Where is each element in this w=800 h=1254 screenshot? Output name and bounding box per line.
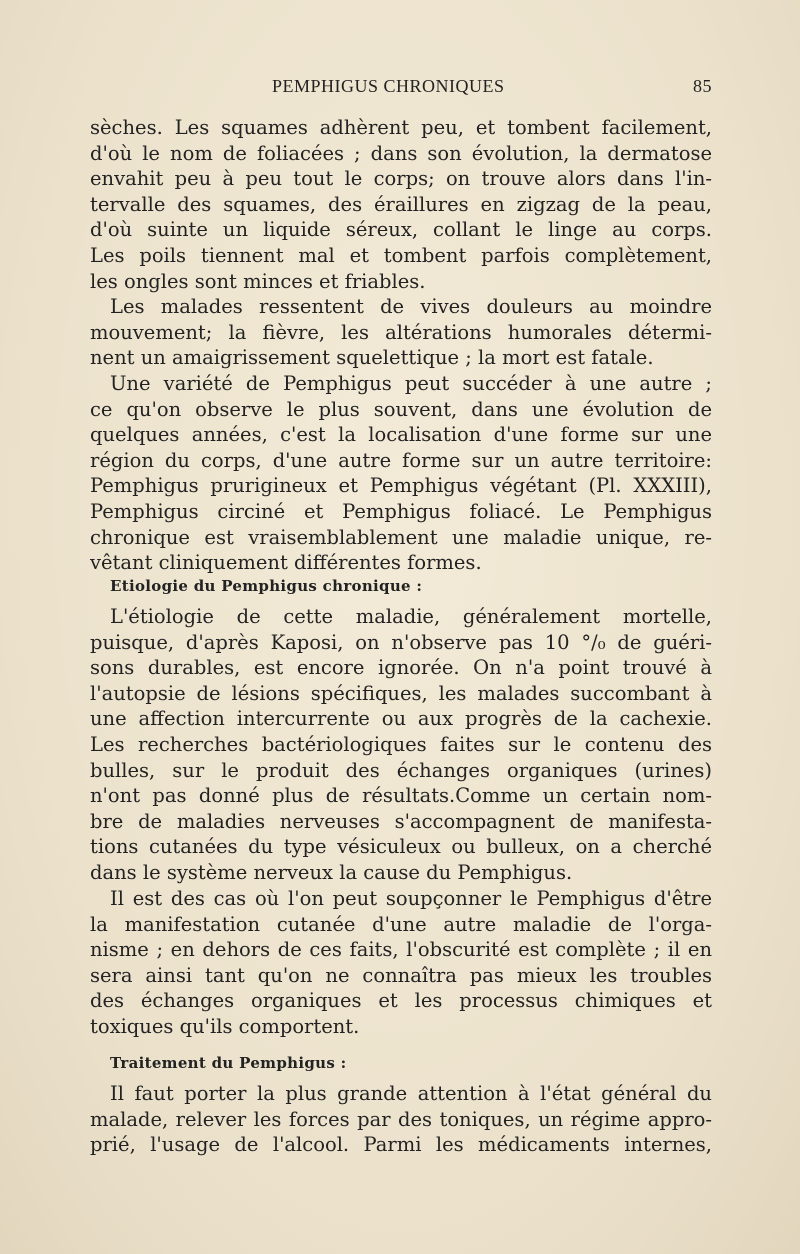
paragraph-cas — [90, 886, 712, 1040]
text-line: des échanges organiques et les processus chimiques et — [90, 989, 712, 1013]
text-line: Il faut porter la plus grande attention à l'état général du — [110, 1082, 712, 1105]
text-line: Les recherches bactériologiques faites sur le contenu des — [90, 732, 712, 756]
paragraph-etiologie — [90, 604, 712, 886]
text-line: Une variété de Pemphigus peut succéder à une autre ; — [110, 372, 712, 395]
section-heading-etiologie: Etiologie du Pemphigus chronique : — [110, 577, 423, 595]
text-line: sons durables, est encore ignorée. On n'a point trouvé à — [90, 656, 712, 680]
text-line: d'où le nom de foliacées ; dans son évolution, la dermatose — [90, 141, 712, 165]
text-line: d'où suinte un liquide séreux, collant le linge au corps. — [90, 218, 712, 242]
text-line: nisme ; en dehors de ces faits, l'obscurité est complète ; il en — [90, 938, 712, 962]
text-line: Les poils tiennent mal et tombent parfois complètement, — [90, 243, 712, 267]
text-line: les ongles sont minces et friables. — [90, 269, 426, 293]
text-line: bre de maladies nerveuses s'accompagnent de manifesta- — [90, 809, 712, 833]
text-line: Pemphigus prurigineux et Pemphigus végétant (Pl. XXXIII), — [90, 474, 712, 498]
text-line: Les malades ressentent de vives douleurs au moindre — [110, 295, 712, 318]
running-title: PEMPHIGUS CHRONIQUES — [272, 76, 505, 96]
paragraph-douleurs — [90, 294, 712, 371]
text-line: une affection intercurrente ou aux progrès de la cachexie. — [90, 707, 712, 731]
text-line: envahit peu à peu tout le corps; on trouve alors dans l'in- — [90, 167, 712, 191]
text-line: chronique est vraisemblablement une maladie unique, re- — [90, 525, 712, 549]
text-line: n'ont pas donné plus de résultats.Comme un certain nom- — [90, 784, 712, 808]
paragraph-traitement — [90, 1081, 712, 1158]
text-line: malade, relever les forces par des toniques, un régime appro- — [90, 1107, 712, 1131]
text-line: l'autopsie de lésions spécifiques, les malades succombant à — [90, 681, 712, 705]
text-line: puisque, d'après Kaposi, on n'observe pas 10 °/₀ de guéri- — [90, 630, 712, 654]
text-line: bulles, sur le produit des échanges organiques (urines) — [90, 758, 712, 782]
text-line: dans le système nerveux la cause du Pemphigus. — [90, 860, 573, 884]
text-line: Il est des cas où l'on peut soupçonner le Pemphigus d'être — [110, 887, 712, 910]
text-line: Pemphigus circiné et Pemphigus foliacé. Le Pemphigus — [90, 499, 712, 523]
text-line: région du corps, d'une autre forme sur un autre territoire: — [90, 448, 712, 472]
text-line: tervalle des squames, des éraillures en zigzag de la peau, — [90, 192, 712, 216]
text-line: prié, l'usage de l'alcool. Parmi les médicaments internes, — [90, 1133, 712, 1157]
section-heading-traitement: Traitement du Pemphigus : — [110, 1054, 347, 1072]
text-line: mouvement; la fièvre, les altérations humorales détermi- — [90, 320, 712, 344]
text-line: toxiques qu'ils comportent. — [90, 1014, 360, 1038]
page-number: 85 — [693, 76, 712, 96]
text-line: sèches. Les squames adhèrent peu, et tombent facilement, — [90, 116, 712, 139]
text-line: nent un amaigrissement squelettique ; la mort est fatale. — [90, 346, 654, 370]
text-line: ce qu'on observe le plus souvent, dans une évolution de — [90, 397, 712, 421]
paragraph-variete — [90, 371, 712, 576]
text-line: quelques années, c'est la localisation d'une forme sur une — [90, 423, 712, 447]
text-line: tions cutanées du type vésiculeux ou bulleux, on a cherché — [90, 835, 712, 859]
text-line: la manifestation cutanée d'une autre maladie de l'orga- — [90, 912, 712, 936]
text-line: sera ainsi tant qu'on ne connaîtra pas mieux les troubles — [90, 963, 712, 987]
text-line: vêtant cliniquement différentes formes. — [90, 551, 482, 575]
paragraph-squames — [90, 115, 712, 294]
running-header — [90, 76, 712, 102]
text-line: L'étiologie de cette maladie, généralement mortelle, — [110, 605, 712, 628]
